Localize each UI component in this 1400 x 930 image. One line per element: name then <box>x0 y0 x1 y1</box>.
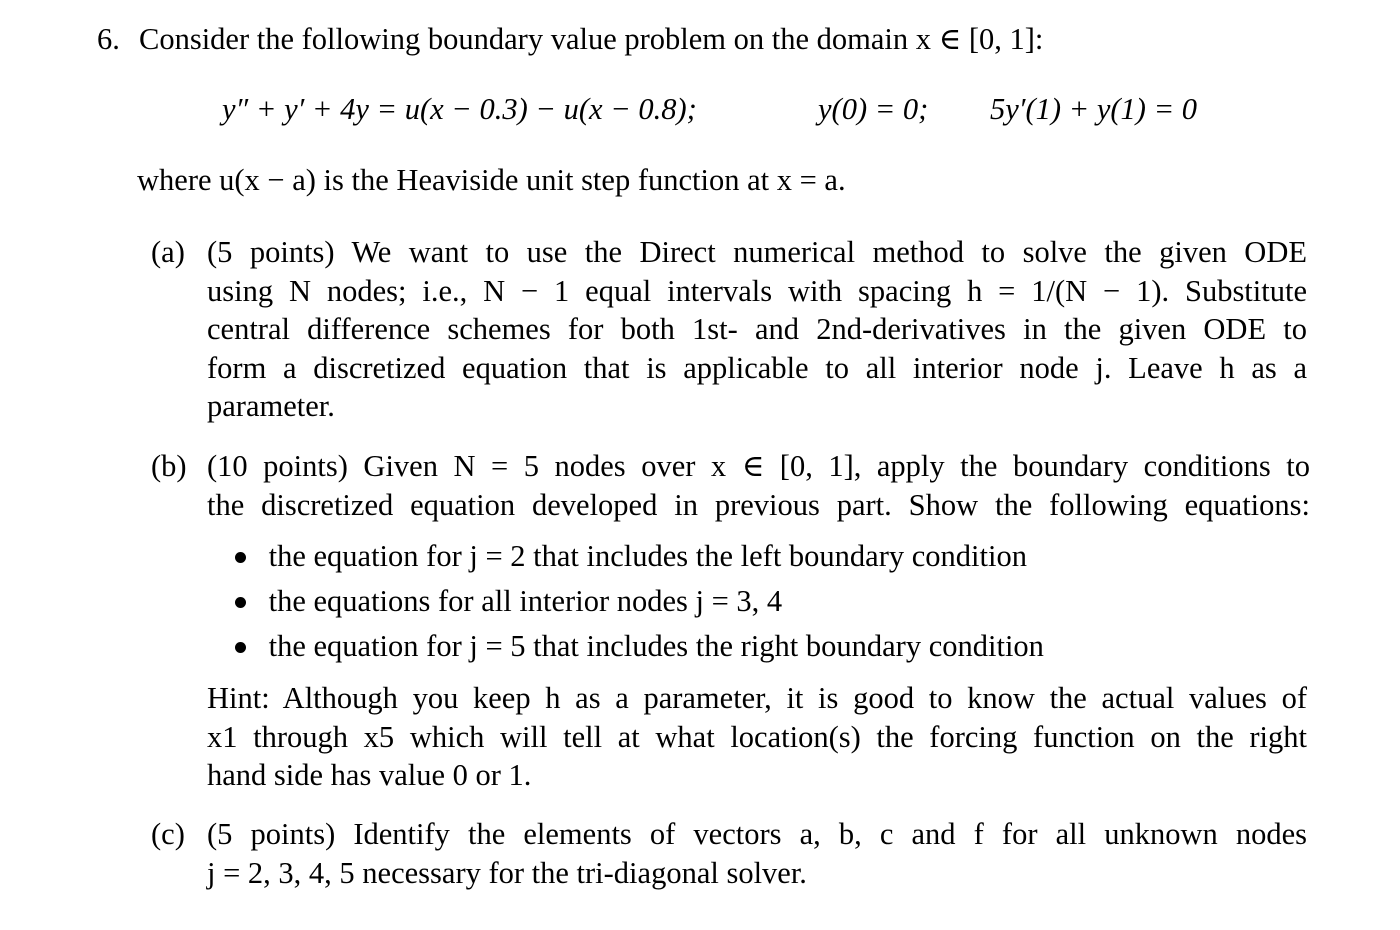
bullet-icon <box>235 552 246 563</box>
bullet-text: the equation for j = 2 that includes the left boundary condition <box>268 539 1027 573</box>
problem-intro: Consider the following boundary value problem on the domain x ∈ [0, 1]: <box>139 22 1044 56</box>
part-a-line: using N nodes; i.e., N − 1 equal intervals with spacing h = 1/(N − 1). Substitute <box>207 273 1307 308</box>
hint-line: Hint: Although you keep h as a parameter, it is good to know the actual values of <box>207 681 1307 715</box>
part-a-label: (a) <box>151 235 185 269</box>
part-b-line: (10 points) Given N = 5 nodes over x ∈ [0, 1], apply the boundary conditions to <box>207 449 1310 483</box>
bullet-item <box>235 627 1044 666</box>
part-b-hint <box>207 679 1307 795</box>
bullet-text: the equations for all interior nodes j = 3, 4 <box>268 584 783 618</box>
problem-number: 6. <box>97 22 120 56</box>
part-a-text <box>207 233 1307 426</box>
part-a-line: parameter. <box>207 389 335 423</box>
hint-line: x1 through x5 which will tell at what location(s) the forcing function on the right <box>207 719 1307 754</box>
bullet-item <box>235 582 782 621</box>
part-c-line: j = 2, 3, 4, 5 necessary for the tri-diagonal solver. <box>207 855 807 890</box>
part-c-text <box>207 815 1307 892</box>
bullet-text: the equation for j = 5 that includes the right boundary condition <box>268 629 1044 663</box>
heaviside-definition: where u(x − a) is the Heaviside unit step function at x = a. <box>137 163 846 197</box>
part-c-label: (c) <box>151 817 185 851</box>
part-a-line: (5 points) We want to use the Direct numerical method to solve the given ODE <box>207 235 1307 269</box>
part-b-line: the discretized equation developed in previous part. Show the following equations: <box>207 487 1310 522</box>
left-boundary-condition: y(0) = 0; <box>818 92 929 126</box>
part-c-line: (5 points) Identify the elements of vectors a, b, c and f for all unknown nodes <box>207 817 1307 851</box>
bullet-item <box>235 537 1027 576</box>
right-boundary-condition: 5y′(1) + y(1) = 0 <box>990 92 1198 126</box>
part-b-text <box>207 447 1310 524</box>
bullet-icon <box>235 597 246 608</box>
bullet-icon <box>235 642 246 653</box>
part-a-line: form a discretized equation that is applicable to all interior node j. Leave h as a <box>207 350 1307 385</box>
ode-equation: y″ + y′ + 4y = u(x − 0.3) − u(x − 0.8); <box>222 92 697 126</box>
part-b-label: (b) <box>151 449 187 483</box>
hint-line: hand side has value 0 or 1. <box>207 758 532 792</box>
part-a-line: central difference schemes for both 1st- and 2nd-derivatives in the given ODE to <box>207 312 1307 346</box>
